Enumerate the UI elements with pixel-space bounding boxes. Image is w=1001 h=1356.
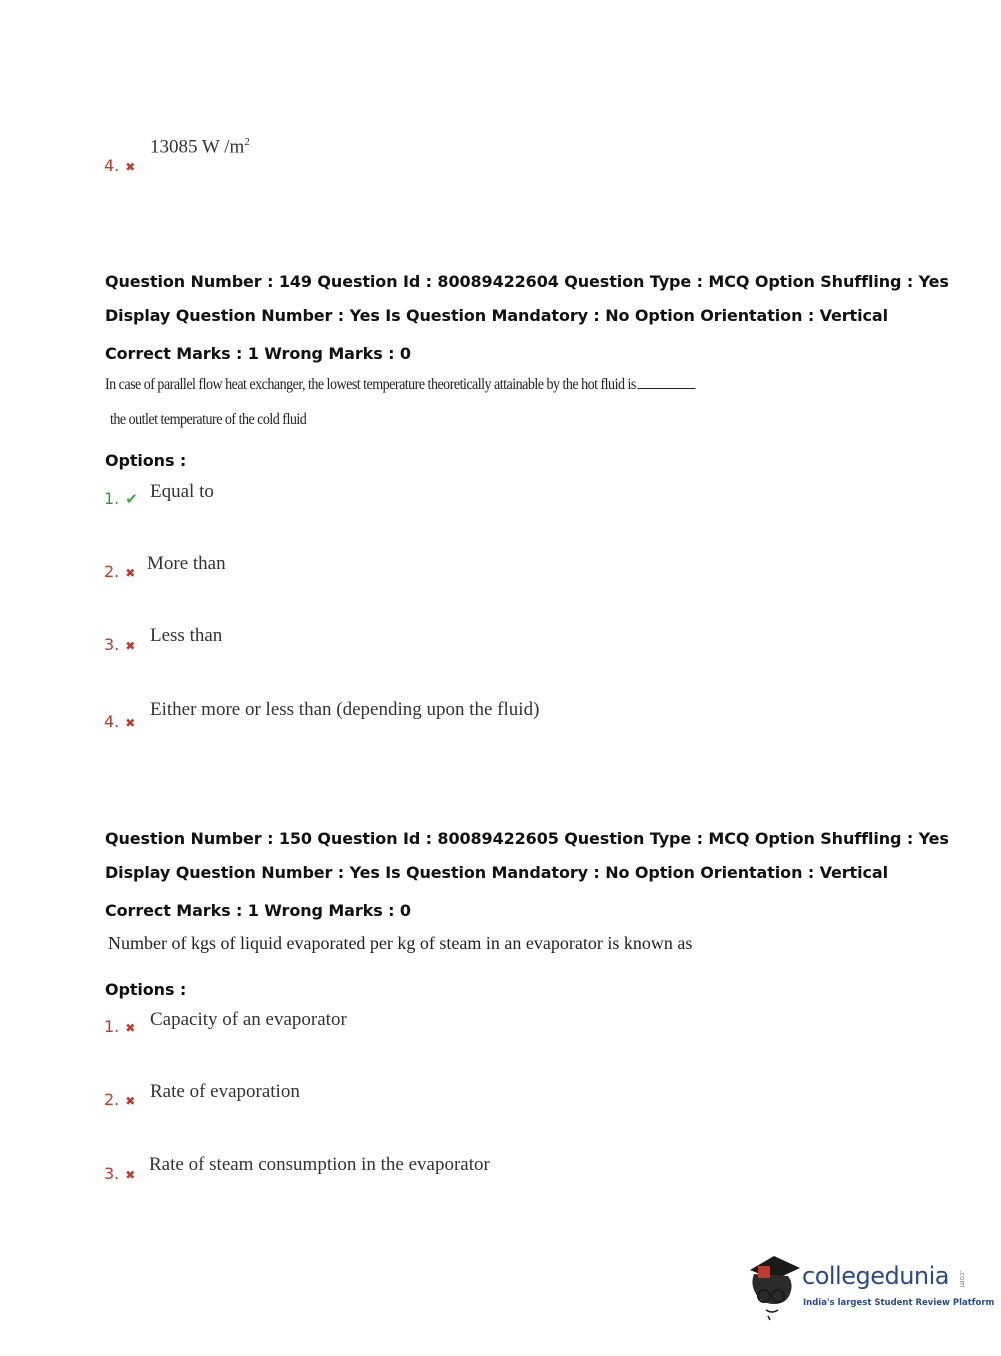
wrong-mark-icon: ✖ bbox=[125, 1021, 136, 1035]
option-number: 1. bbox=[104, 489, 120, 508]
q149-marks: Correct Marks : 1 Wrong Marks : 0 bbox=[105, 344, 411, 363]
prev-option-4 bbox=[104, 156, 135, 175]
option-number: 4. bbox=[104, 156, 120, 175]
mascot-icon bbox=[744, 1252, 802, 1322]
q150-options-label: Options : bbox=[105, 980, 187, 999]
wrong-mark-icon: ✖ bbox=[125, 160, 136, 174]
option-text: 13085 W /m bbox=[150, 136, 245, 158]
q149-option-3-text: Less than bbox=[150, 625, 223, 646]
question-text: In case of parallel flow heat exchanger, the lowest temperature theoretically attainable by the hot fluid is bbox=[105, 376, 636, 393]
collegedunia-logo bbox=[744, 1252, 995, 1322]
wrong-mark-icon: ✖ bbox=[125, 1094, 136, 1108]
q149-options-label: Options : bbox=[105, 451, 187, 470]
q150-marks: Correct Marks : 1 Wrong Marks : 0 bbox=[105, 901, 411, 920]
option-number: 3. bbox=[104, 635, 120, 654]
q149-question-text-line1 bbox=[105, 376, 696, 394]
q150-option-1-text: Capacity of an evaporator bbox=[150, 1009, 347, 1030]
q150-question-text: Number of kgs of liquid evaporated per kg of steam in an evaporator is known as bbox=[108, 933, 693, 953]
q150-option-3-number bbox=[104, 1164, 135, 1183]
q150-option-3-text: Rate of steam consumption in the evaporator bbox=[149, 1154, 490, 1175]
logo-brand-text: collegedunia bbox=[802, 1262, 950, 1290]
option-number: 1. bbox=[104, 1017, 120, 1036]
q149-option-3-number bbox=[104, 635, 135, 654]
q150-option-1-number bbox=[104, 1017, 135, 1036]
wrong-mark-icon: ✖ bbox=[125, 566, 136, 580]
q149-question-text-line2: the outlet temperature of the cold fluid bbox=[110, 411, 307, 428]
q150-meta-line1: Question Number : 150 Question Id : 80089422605 Question Type : MCQ Option Shuffling : Yes bbox=[105, 829, 949, 848]
q149-option-4-text: Either more or less than (depending upon the fluid) bbox=[150, 699, 540, 720]
q149-meta-line1: Question Number : 149 Question Id : 80089422604 Question Type : MCQ Option Shuffling : Yes bbox=[105, 272, 949, 291]
q150-meta-line2: Display Question Number : Yes Is Question Mandatory : No Option Orientation : Vertical bbox=[105, 863, 888, 882]
wrong-mark-icon: ✖ bbox=[125, 639, 136, 653]
option-number: 3. bbox=[104, 1164, 120, 1183]
q150-option-2-text: Rate of evaporation bbox=[150, 1081, 300, 1102]
logo-tagline: India's largest Student Review Platform bbox=[803, 1298, 995, 1308]
answer-blank bbox=[638, 388, 696, 389]
q149-option-4-number bbox=[104, 712, 135, 731]
q150-option-2-number bbox=[104, 1090, 135, 1109]
q149-option-1-text: Equal to bbox=[150, 481, 214, 502]
logo-dot-com: .com bbox=[958, 1270, 966, 1288]
wrong-mark-icon: ✖ bbox=[125, 716, 136, 730]
wrong-mark-icon: ✖ bbox=[125, 1168, 136, 1182]
q149-option-2-number bbox=[104, 562, 135, 581]
option-number: 2. bbox=[104, 1090, 120, 1109]
option-number: 2. bbox=[104, 562, 120, 581]
q149-option-1-number bbox=[104, 489, 138, 508]
q149-meta-line2: Display Question Number : Yes Is Question Mandatory : No Option Orientation : Vertical bbox=[105, 306, 888, 325]
prev-option-4-text bbox=[150, 136, 250, 158]
option-number: 4. bbox=[104, 712, 120, 731]
check-icon: ✔ bbox=[125, 490, 138, 508]
q149-option-2-text: More than bbox=[147, 553, 226, 574]
superscript: 2 bbox=[244, 136, 250, 148]
